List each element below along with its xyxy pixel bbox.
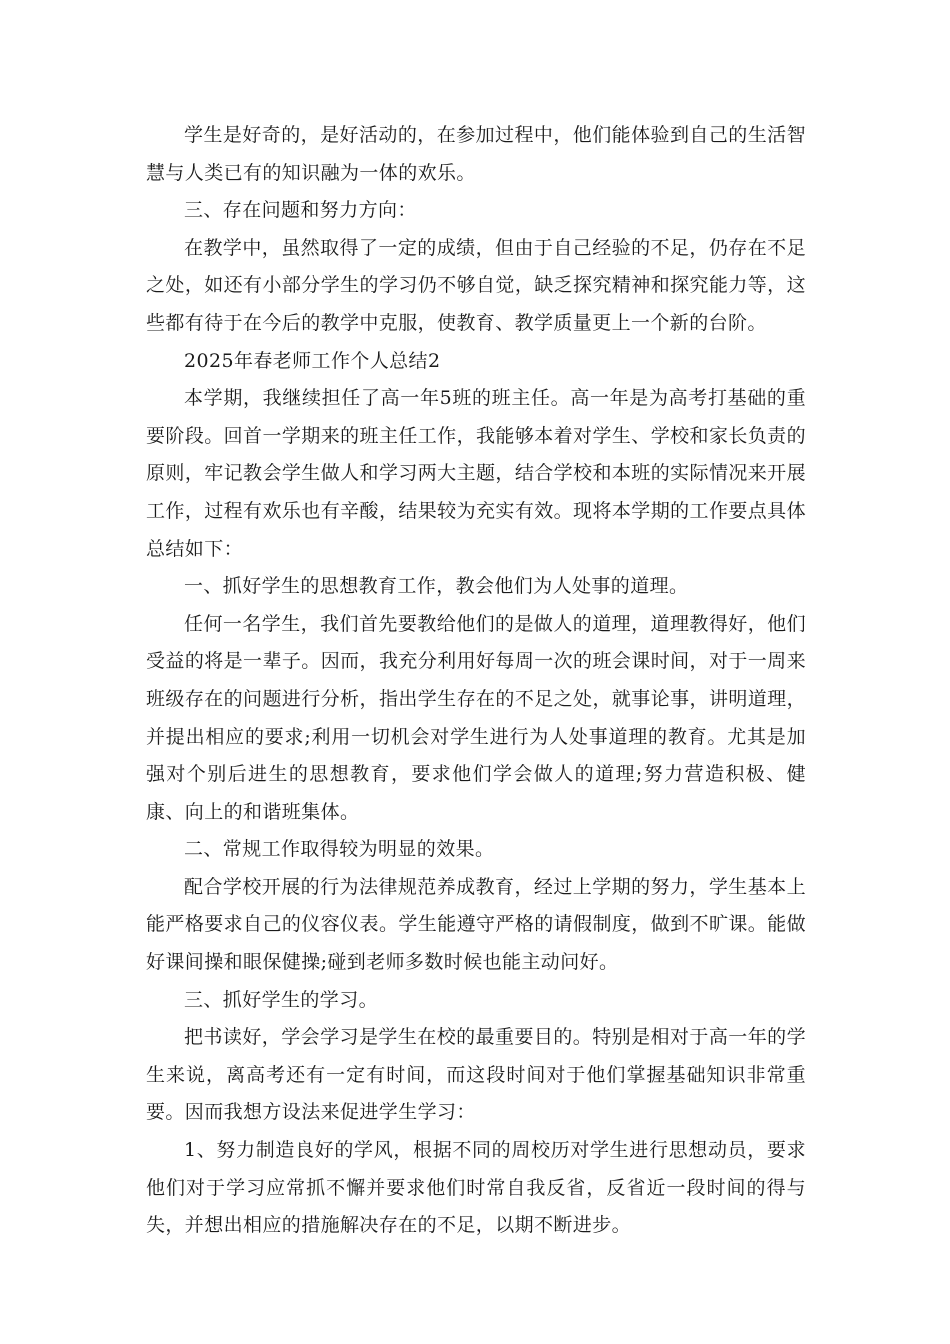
document-subtitle: 2025年春老师工作个人总结2 xyxy=(184,349,441,372)
document-body xyxy=(146,117,806,1245)
paragraph: 配合学校开展的行为法律规范养成教育，经过上学期的努力，学生基本上能严格要求自己的仪容仪表。学生能遵守严格的请假制度，做到不旷课。能做好课间操和眼保健操;碰到老师多数时候也能主动问好。 xyxy=(146,875,806,974)
paragraph: 学生是好奇的，是好活动的，在参加过程中，他们能体验到自己的生活智慧与人类已有的知识融为一体的欢乐。 xyxy=(146,124,806,184)
section-heading: 二、常规工作取得较为明显的效果。 xyxy=(184,838,495,861)
section-heading: 三、抓好学生的学习。 xyxy=(184,988,379,1011)
paragraph: 1、努力制造良好的学风，根据不同的周校历对学生进行思想动员，要求他们对于学习应常抓不懈并要求他们时常自我反省，反省近一段时间的得与失，并想出相应的措施解决存在的不足，以期不断进步。 xyxy=(146,1139,806,1237)
paragraph: 本学期，我继续担任了高一年5班的班主任。高一年是为高考打基础的重要阶段。回首一学期来的班主任工作，我能够本着对学生、学校和家长负责的原则，牢记教会学生做人和学习两大主题，结合学校和本班的实际情况来开展工作，过程有欢乐也有辛酸，结果较为充实有效。现将本学期的工作要点具体总结如下： xyxy=(146,387,806,560)
paragraph: 把书读好，学会学习是学生在校的最重要目的。特别是相对于高一年的学生来说，离高考还有一定有时间，而这段时间对于他们掌握基础知识非常重要。因而我想方设法来促进学生学习： xyxy=(146,1026,806,1124)
paragraph: 任何一名学生，我们首先要教给他们的是做人的道理，道理教得好，他们受益的将是一辈子。因而，我充分利用好每周一次的班会课时间，对于一周来班级存在的问题进行分析，指出学生存在的不足之处，就事论事，讲明道理，并提出相应的要求;利用一切机会对学生进行为人处事道理的教育。尤其是加强对个别后进生的思想教育，要求他们学会做人的道理;努力营造积极、健康、向上的和谐班集体。 xyxy=(146,612,806,823)
paragraph: 在教学中，虽然取得了一定的成绩，但由于自己经验的不足，仍存在不足之处，如还有小部分学生的学习仍不够自觉，缺乏探究精神和探究能力等，这些都有待于在今后的教学中克服，使教育、教学质量更上一个新的台阶。 xyxy=(146,236,806,334)
section-heading: 一、抓好学生的思想教育工作，教会他们为人处事的道理。 xyxy=(184,575,689,598)
section-heading: 三、存在问题和努力方向： xyxy=(184,199,417,222)
